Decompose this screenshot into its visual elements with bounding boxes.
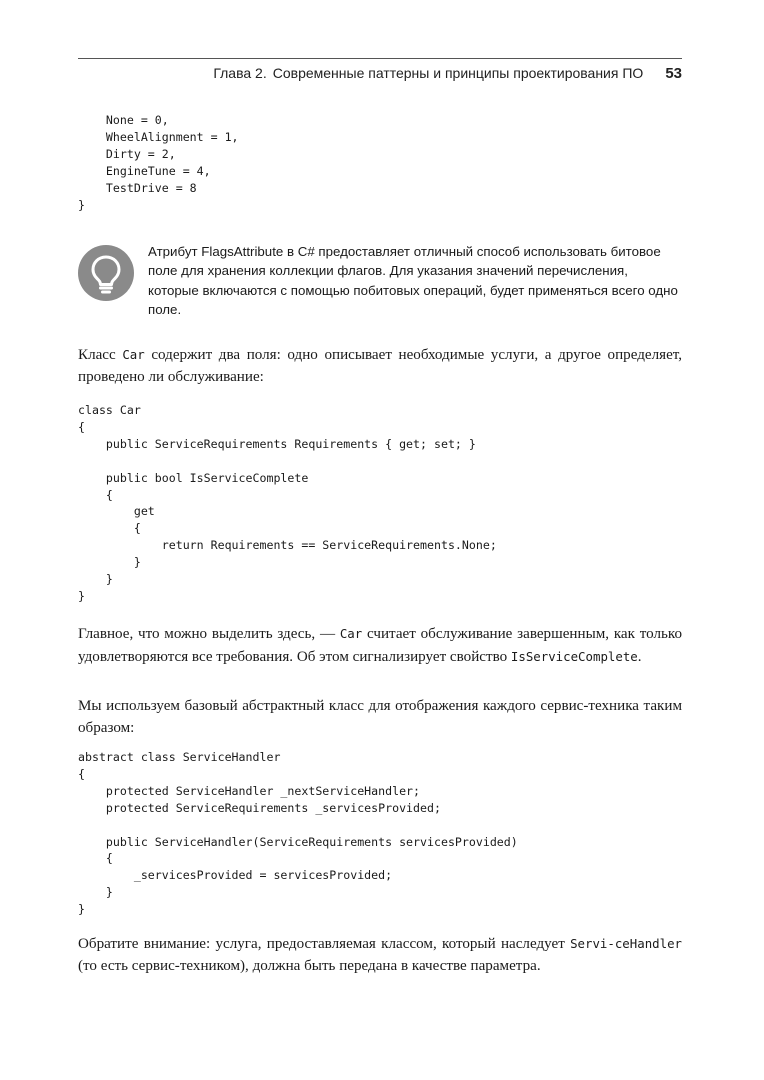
running-header <box>78 60 682 86</box>
lightbulb-icon-svg <box>78 245 134 301</box>
page-number: 53 <box>665 64 682 82</box>
tip-text: Атрибут FlagsAttribute в C# предоставляет отличный способ использовать битовое поле для хранения коллекции флагов. Для указания значений перечисления, которые включаются с помощью побитовых операций, будет применяться всего одно поле. <box>148 244 678 318</box>
header-rule <box>78 58 682 59</box>
para3-text: Мы используем базовый абстрактный класс для отображения каждого сервис-техника таким образом: <box>78 698 682 736</box>
chapter-title: Современные паттерны и принципы проектирования ПО <box>272 65 644 81</box>
inline-code-car-2: Car <box>339 626 363 641</box>
para2-text-before: Главное, что можно выделить здесь, — <box>78 626 340 642</box>
para4-text-after: (то есть сервис-техником), должна быть передана в качестве параметра. <box>78 957 541 974</box>
code-block-car-class: class Car { public ServiceRequirements Requirements { get; set; } public bool IsServiceComplete { get { return Requirements == ServiceRequirements.None; } } } <box>78 403 497 603</box>
para1-text-after: содержит два поля: одно описывает необходимые услуги, а другое определяет, проведено ли обслуживание: <box>78 347 683 385</box>
para2-text-after: . <box>637 648 642 665</box>
para1-text-before: Класс <box>78 347 123 363</box>
code-block-enum-tail: None = 0, WheelAlignment = 1, Dirty = 2, EngineTune = 4, TestDrive = 8 } <box>78 113 239 212</box>
inline-code-isservicecomplete: IsServiceComplete <box>510 648 638 664</box>
inline-code-servicehandler: Servi-ceHandler <box>570 936 682 951</box>
inline-code-car: Car <box>122 347 145 362</box>
para2-text-middle: считает обслуживание завершенным, как только удовлетворяются все требования. Об этом сигнализирует свойство <box>78 626 682 665</box>
paragraph-note <box>78 933 682 977</box>
paragraph-car-intro <box>78 344 682 388</box>
para4-text-before: Обратите внимание: услуга, предоставляемая классом, который наследует <box>78 936 571 952</box>
paragraph-abstract-class <box>78 696 682 739</box>
code-block-servicehandler: abstract class ServiceHandler { protected ServiceHandler _nextServiceHandler; protected ServiceRequirements _servicesProvided; public ServiceHandler(ServiceRequirements servicesProvided) { _servicesProvided = servicesProvided; } } <box>78 750 518 917</box>
lightbulb-icon <box>78 245 134 301</box>
paragraph-car-explanation <box>78 623 682 668</box>
tip-box <box>78 242 682 322</box>
chapter-label: Глава 2. <box>213 65 267 81</box>
